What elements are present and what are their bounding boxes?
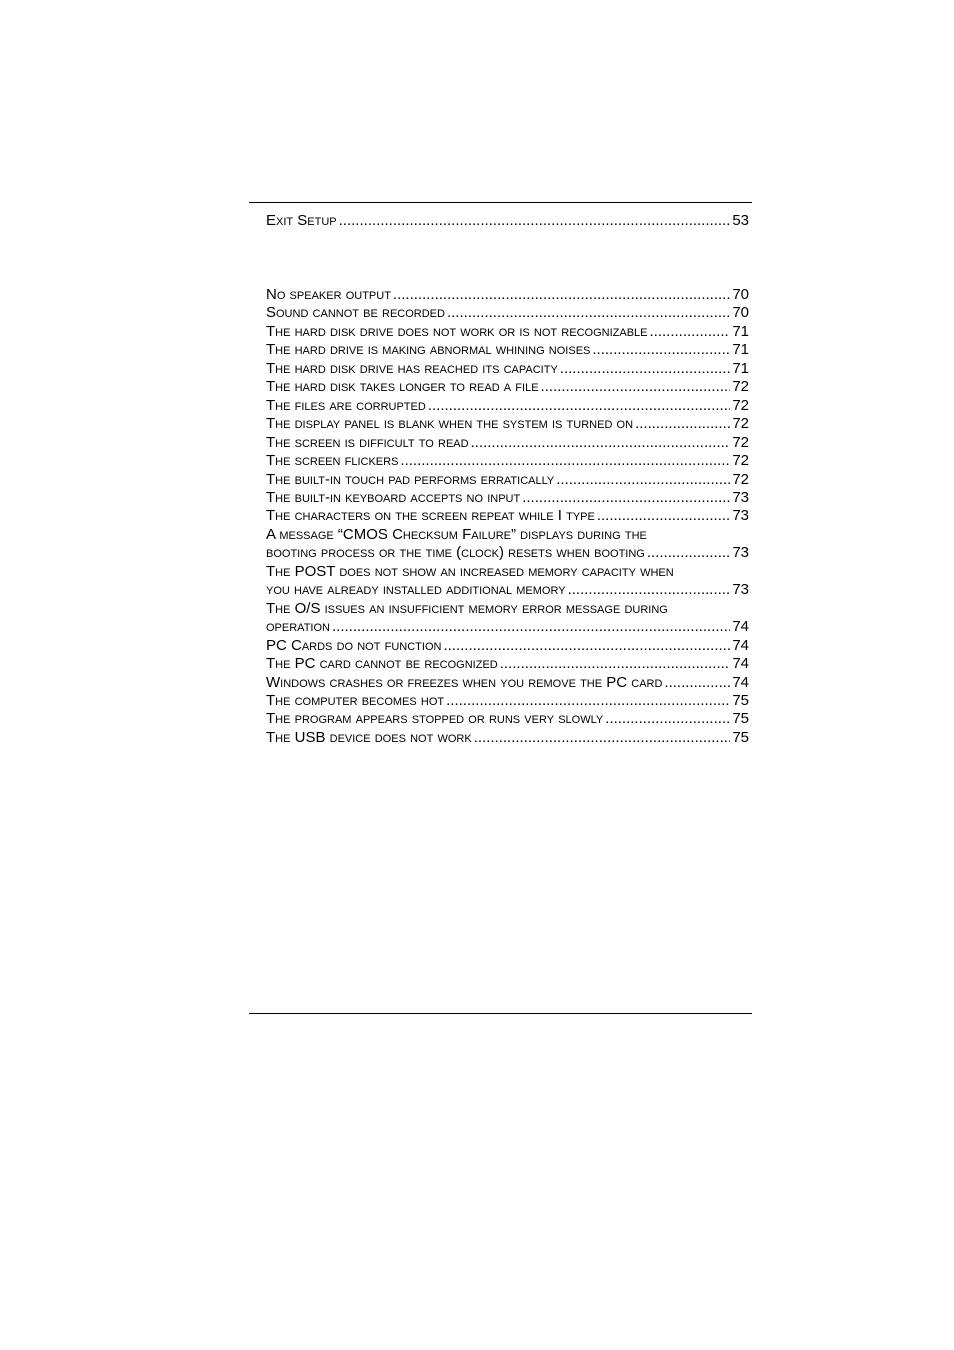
toc-entry-page: 72 bbox=[732, 452, 749, 470]
leader-dots bbox=[605, 710, 730, 728]
toc-section-setup bbox=[266, 212, 749, 230]
toc-entry-page: 71 bbox=[732, 341, 749, 359]
toc-entry-title-line2: booting process or the time (clock) resets when booting bbox=[266, 544, 645, 562]
toc-entry[interactable] bbox=[266, 655, 749, 673]
toc-entry-title: The USB device does not work bbox=[266, 728, 472, 746]
leader-dots bbox=[560, 360, 731, 378]
toc-entry[interactable] bbox=[266, 360, 749, 378]
toc-entry[interactable] bbox=[266, 286, 749, 304]
toc-entry-page: 73 bbox=[732, 507, 749, 525]
leader-dots bbox=[443, 637, 730, 655]
toc-entry-title: The hard disk takes longer to read a file bbox=[266, 378, 539, 396]
toc-entry-page: 75 bbox=[732, 691, 749, 709]
toc-entry-title: The PC card cannot be recognized bbox=[266, 655, 498, 673]
toc-entry-title-line1: The POST does not show an increased memory capacity when bbox=[266, 562, 674, 580]
leader-dots bbox=[339, 212, 731, 230]
toc-entry[interactable] bbox=[266, 507, 749, 525]
toc-section-troubleshooting bbox=[266, 286, 749, 747]
toc-entry-title: Exit Setup bbox=[266, 212, 337, 229]
toc-entry[interactable] bbox=[266, 415, 749, 433]
leader-dots bbox=[647, 544, 730, 562]
leader-dots bbox=[428, 397, 731, 415]
leader-dots bbox=[592, 341, 730, 359]
toc-entry-page: 73 bbox=[732, 544, 749, 562]
leader-dots bbox=[393, 286, 730, 304]
toc-entry-title-line1: The O/S issues an insufficient memory error message during bbox=[266, 599, 668, 617]
leader-dots bbox=[500, 655, 731, 673]
toc-entry-title-line1: A message “CMOS Checksum Failure” displays during the bbox=[266, 525, 647, 543]
toc-entry-title: The built-in keyboard accepts no input bbox=[266, 488, 521, 506]
leader-dots bbox=[597, 507, 730, 525]
toc-entry[interactable] bbox=[266, 378, 749, 396]
toc-entry-page: 75 bbox=[732, 710, 749, 728]
toc-entry-page: 72 bbox=[732, 433, 749, 451]
toc-entry-page: 71 bbox=[732, 322, 749, 340]
toc-entry-title: The display panel is blank when the system is turned on bbox=[266, 415, 634, 433]
toc-entry-title: The computer becomes hot bbox=[266, 691, 445, 709]
toc-entry[interactable] bbox=[266, 600, 749, 637]
leader-dots bbox=[635, 415, 730, 433]
toc-entry-title: The screen flickers bbox=[266, 452, 399, 470]
leader-dots bbox=[471, 434, 731, 452]
leader-dots bbox=[664, 674, 730, 692]
toc-entry-title: The characters on the screen repeat while I type bbox=[266, 507, 595, 525]
toc-entry-title: The program appears stopped or runs very slowly bbox=[266, 710, 604, 728]
toc-entry[interactable] bbox=[266, 471, 749, 489]
leader-dots bbox=[447, 304, 730, 322]
toc-entry-page: 74 bbox=[732, 618, 749, 636]
toc-entry-page: 75 bbox=[732, 728, 749, 746]
toc-entry[interactable] bbox=[266, 489, 749, 507]
toc-entry-title: The hard disk drive has reached its capacity bbox=[266, 359, 558, 377]
toc-entry[interactable] bbox=[266, 710, 749, 728]
toc-entry-page: 72 bbox=[732, 396, 749, 414]
toc-entry-title: No speaker output bbox=[266, 286, 391, 303]
toc-entry-page: 73 bbox=[732, 581, 749, 599]
toc-entry[interactable] bbox=[266, 692, 749, 710]
leader-dots bbox=[400, 452, 730, 470]
toc-entry[interactable] bbox=[266, 434, 749, 452]
toc-entry[interactable] bbox=[266, 563, 749, 600]
leader-dots bbox=[522, 489, 730, 507]
toc-entry[interactable] bbox=[266, 729, 749, 747]
toc-entry[interactable] bbox=[266, 526, 749, 563]
leader-dots bbox=[556, 471, 730, 489]
toc-entry-title: Windows crashes or freezes when you remove the PC card bbox=[266, 673, 663, 691]
toc-entry-title-line2: operation bbox=[266, 618, 330, 636]
toc-entry-page: 73 bbox=[732, 488, 749, 506]
toc-entry-title: Sound cannot be recorded bbox=[266, 304, 445, 322]
toc-entry-page: 70 bbox=[732, 304, 749, 322]
toc-entry-title: The hard disk drive does not work or is not recognizable bbox=[266, 322, 648, 340]
toc-entry-title: The screen is difficult to read bbox=[266, 433, 469, 451]
leader-dots bbox=[446, 692, 730, 710]
toc-entry[interactable] bbox=[266, 397, 749, 415]
toc-entry[interactable] bbox=[266, 304, 749, 322]
toc-entry-page: 71 bbox=[732, 359, 749, 377]
toc-entry-title-line2: you have already installed additional memory bbox=[266, 581, 566, 599]
leader-dots bbox=[474, 729, 731, 747]
toc-entry-page: 72 bbox=[732, 415, 749, 433]
leader-dots bbox=[332, 618, 730, 636]
toc-entry-title: PC Cards do not function bbox=[266, 636, 442, 654]
toc-entry-title: The built-in touch pad performs erratically bbox=[266, 470, 555, 488]
toc-entry-page: 72 bbox=[732, 470, 749, 488]
toc-entry-page: 74 bbox=[732, 673, 749, 691]
toc-entry-page: 53 bbox=[732, 212, 749, 229]
toc-entry-page: 72 bbox=[732, 378, 749, 396]
toc-entry[interactable] bbox=[266, 637, 749, 655]
toc-entry[interactable] bbox=[266, 674, 749, 692]
toc-entry-page: 70 bbox=[732, 286, 749, 303]
leader-dots bbox=[650, 323, 731, 341]
toc-entry[interactable] bbox=[266, 452, 749, 470]
leader-dots bbox=[541, 378, 731, 396]
top-rule bbox=[249, 202, 752, 203]
bottom-rule bbox=[249, 1013, 752, 1014]
toc-entry[interactable] bbox=[266, 212, 749, 230]
toc-entry[interactable] bbox=[266, 341, 749, 359]
toc-entry-page: 74 bbox=[732, 655, 749, 673]
toc-entry[interactable] bbox=[266, 323, 749, 341]
toc-entry-title: The hard drive is making abnormal whining noises bbox=[266, 341, 591, 359]
toc-entry-title: The files are corrupted bbox=[266, 396, 426, 414]
toc-entry-page: 74 bbox=[732, 636, 749, 654]
leader-dots bbox=[568, 581, 731, 599]
